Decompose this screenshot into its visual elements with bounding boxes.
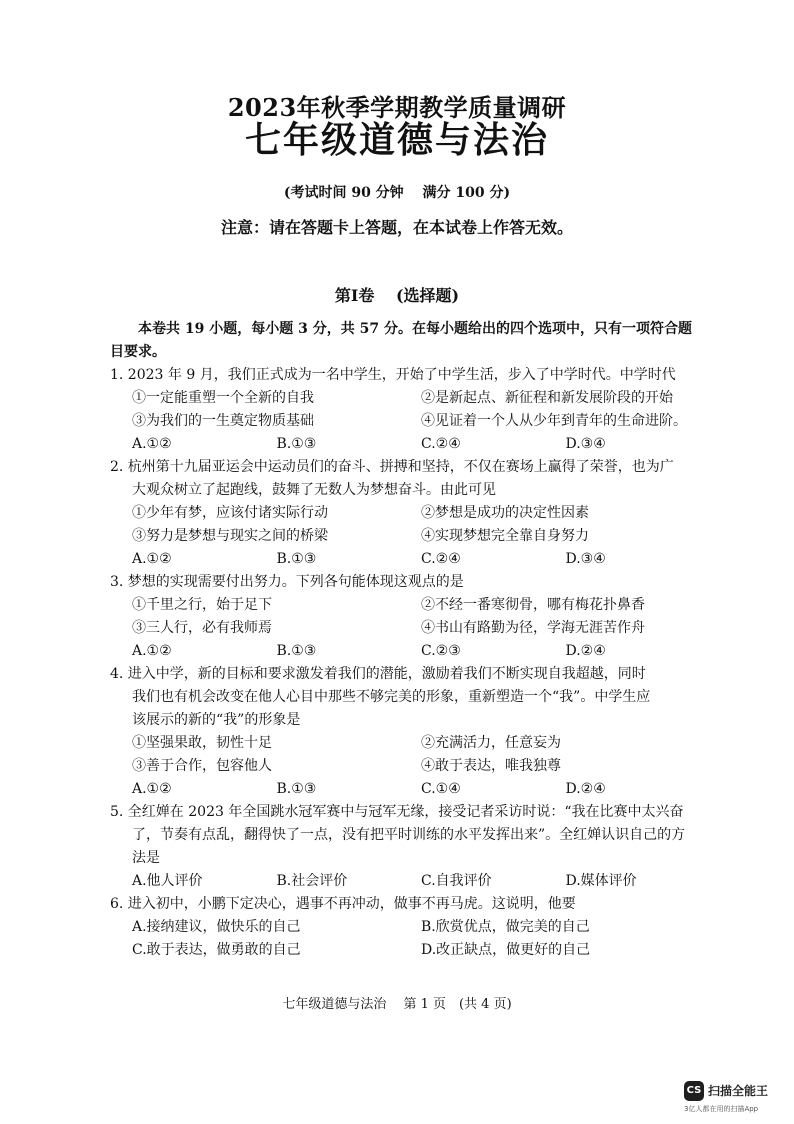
scanner-tagline: 3亿人都在用的扫描App — [684, 1105, 759, 1113]
choice-b: B.①③ — [276, 781, 317, 797]
choice-c: C.②③ — [421, 643, 461, 659]
choice-d: D.③④ — [565, 436, 606, 452]
section-intro — [110, 318, 710, 364]
choice-d: D.②④ — [565, 781, 606, 797]
exam-title: 2023年秋季学期教学质量调研 — [227, 93, 567, 122]
scanner-logo-icon: CS — [684, 1081, 704, 1101]
statement-option: ②是新起点、新征程和新发展阶段的开始 — [421, 390, 673, 406]
question-stem: 6. 进入初中，小鹏下定决心，遇事不再冲动，做事不再马虎。这说明，他要 — [110, 896, 576, 912]
statement-option: ③努力是梦想与现实之间的桥梁 — [132, 528, 328, 544]
choice-a: A.①② — [132, 436, 172, 452]
choice-d: D.②④ — [565, 643, 606, 659]
choice-row — [110, 870, 710, 893]
choice-a: A.①② — [132, 551, 172, 567]
question-4 — [110, 663, 710, 801]
statement-option: ①一定能重塑一个全新的自我 — [132, 390, 314, 406]
statement-row — [110, 525, 710, 548]
section-intro-line1: 本卷共 19 小题，每小题 3 分，共 57 分。在每小题给出的四个选项中，只有一项符合题 — [138, 321, 692, 337]
choice-b: B.欣赏优点，做完美的自己 — [421, 919, 590, 935]
choice-c: C.自我评价 — [421, 873, 492, 889]
choice-row — [110, 433, 710, 456]
choice-b: B.①③ — [276, 643, 317, 659]
choice-row — [110, 778, 710, 801]
statement-option: ②不经一番寒彻骨，哪有梅花扑鼻香 — [421, 597, 645, 613]
choice-row — [110, 640, 710, 663]
scanner-app-name: 扫描全能王 — [708, 1084, 769, 1098]
choice-row — [110, 939, 710, 962]
page-footer: 七年级道德与法治 第 1 页 (共 4 页) — [282, 997, 512, 1012]
statement-option: ③善于合作，包容他人 — [132, 758, 272, 774]
statement-option: ③为我们的一生奠定物质基础 — [132, 413, 314, 429]
section-intro-line2: 目要求。 — [110, 344, 166, 360]
statement-row — [110, 502, 710, 525]
question-3 — [110, 571, 710, 663]
statement-option: ④敢于表达，唯我独尊 — [421, 758, 561, 774]
question-5 — [110, 801, 710, 893]
choice-c: C.②④ — [421, 436, 461, 452]
choice-row — [110, 916, 710, 939]
statement-row — [110, 732, 710, 755]
statement-row — [110, 410, 710, 433]
question-content — [110, 318, 710, 962]
statement-option: ④书山有路勤为径，学海无涯苦作舟 — [421, 620, 645, 636]
question-2 — [110, 456, 710, 571]
statement-option: ④实现梦想完全靠自身努力 — [421, 528, 589, 544]
choice-a: A.①② — [132, 643, 172, 659]
question-stem: 1. 2023 年 9 月，我们正式成为一名中学生，开始了中学生活，步入了中学时代。中学时代 — [110, 367, 676, 383]
choice-b: B.社会评价 — [276, 873, 348, 889]
choice-d: D.③④ — [565, 551, 606, 567]
question-stem-cont: 了，节奏有点乱，翻得快了一点，没有把平时训练的水平发挥出来”。全红婵认识自己的方 — [132, 827, 686, 843]
statement-option: ①坚强果敢，韧性十足 — [132, 735, 272, 751]
choice-a: A.接纳建议，做快乐的自己 — [132, 919, 301, 935]
section-title: 第Ⅰ卷 (选择题) — [334, 286, 460, 305]
choice-a: A.他人评价 — [132, 873, 203, 889]
statement-row — [110, 755, 710, 778]
choice-row — [110, 548, 710, 571]
choice-a: A.①② — [132, 781, 172, 797]
question-stem: 3. 梦想的实现需要付出努力。下列各句能体现这观点的是 — [110, 574, 464, 590]
statement-option: ④见证着一个人从少年到青年的生命进阶。 — [421, 413, 687, 429]
choice-b: B.①③ — [276, 436, 317, 452]
choice-c: C.①④ — [421, 781, 461, 797]
statement-row — [110, 617, 710, 640]
statement-option: ②梦想是成功的决定性因素 — [421, 505, 589, 521]
choice-c: C.敢于表达，做勇敢的自己 — [132, 942, 301, 958]
question-1 — [110, 364, 710, 456]
subject-title: 七年级道德与法治 — [244, 119, 549, 161]
question-stem-cont: 法是 — [132, 850, 160, 866]
question-stem: 4. 进入中学，新的目标和要求激发着我们的潜能，激励着我们不断实现自我超越，同时 — [110, 666, 646, 682]
statement-option: ③三人行，必有我师焉 — [132, 620, 272, 636]
question-stem: 5. 全红婵在 2023 年全国跳水冠军赛中与冠军无缘，接受记者采访时说：“我在比赛中太兴奋 — [110, 804, 684, 820]
choice-b: B.①③ — [276, 551, 317, 567]
question-stem-cont: 该展示的新的“我”的形象是 — [132, 712, 301, 728]
statement-row — [110, 594, 710, 617]
statement-row — [110, 387, 710, 410]
exam-info: (考试时间 90 分钟 满分 100 分) — [283, 185, 511, 201]
statement-option: ②充满活力，任意妄为 — [421, 735, 561, 751]
notice: 注意：请在答题卡上答题，在本试卷上作答无效。 — [220, 218, 573, 237]
question-stem-cont: 大观众树立了起跑线，鼓舞了无数人为梦想奋斗。由此可见 — [132, 482, 496, 498]
choice-d: D.媒体评价 — [565, 873, 637, 889]
question-6 — [110, 893, 710, 962]
statement-option: ①少年有梦，应该付诸实际行动 — [132, 505, 328, 521]
choice-d: D.改正缺点，做更好的自己 — [421, 942, 591, 958]
scanner-watermark — [684, 1079, 784, 1117]
question-stem-cont: 我们也有机会改变在他人心目中那些不够完美的形象，重新塑造一个“我”。中学生应 — [132, 689, 651, 705]
statement-option: ①千里之行，始于足下 — [132, 597, 272, 613]
choice-c: C.②④ — [421, 551, 461, 567]
question-stem: 2. 杭州第十九届亚运会中运动员们的奋斗、拼搏和坚持，不仅在赛场上赢得了荣誉，也为广 — [110, 459, 674, 475]
